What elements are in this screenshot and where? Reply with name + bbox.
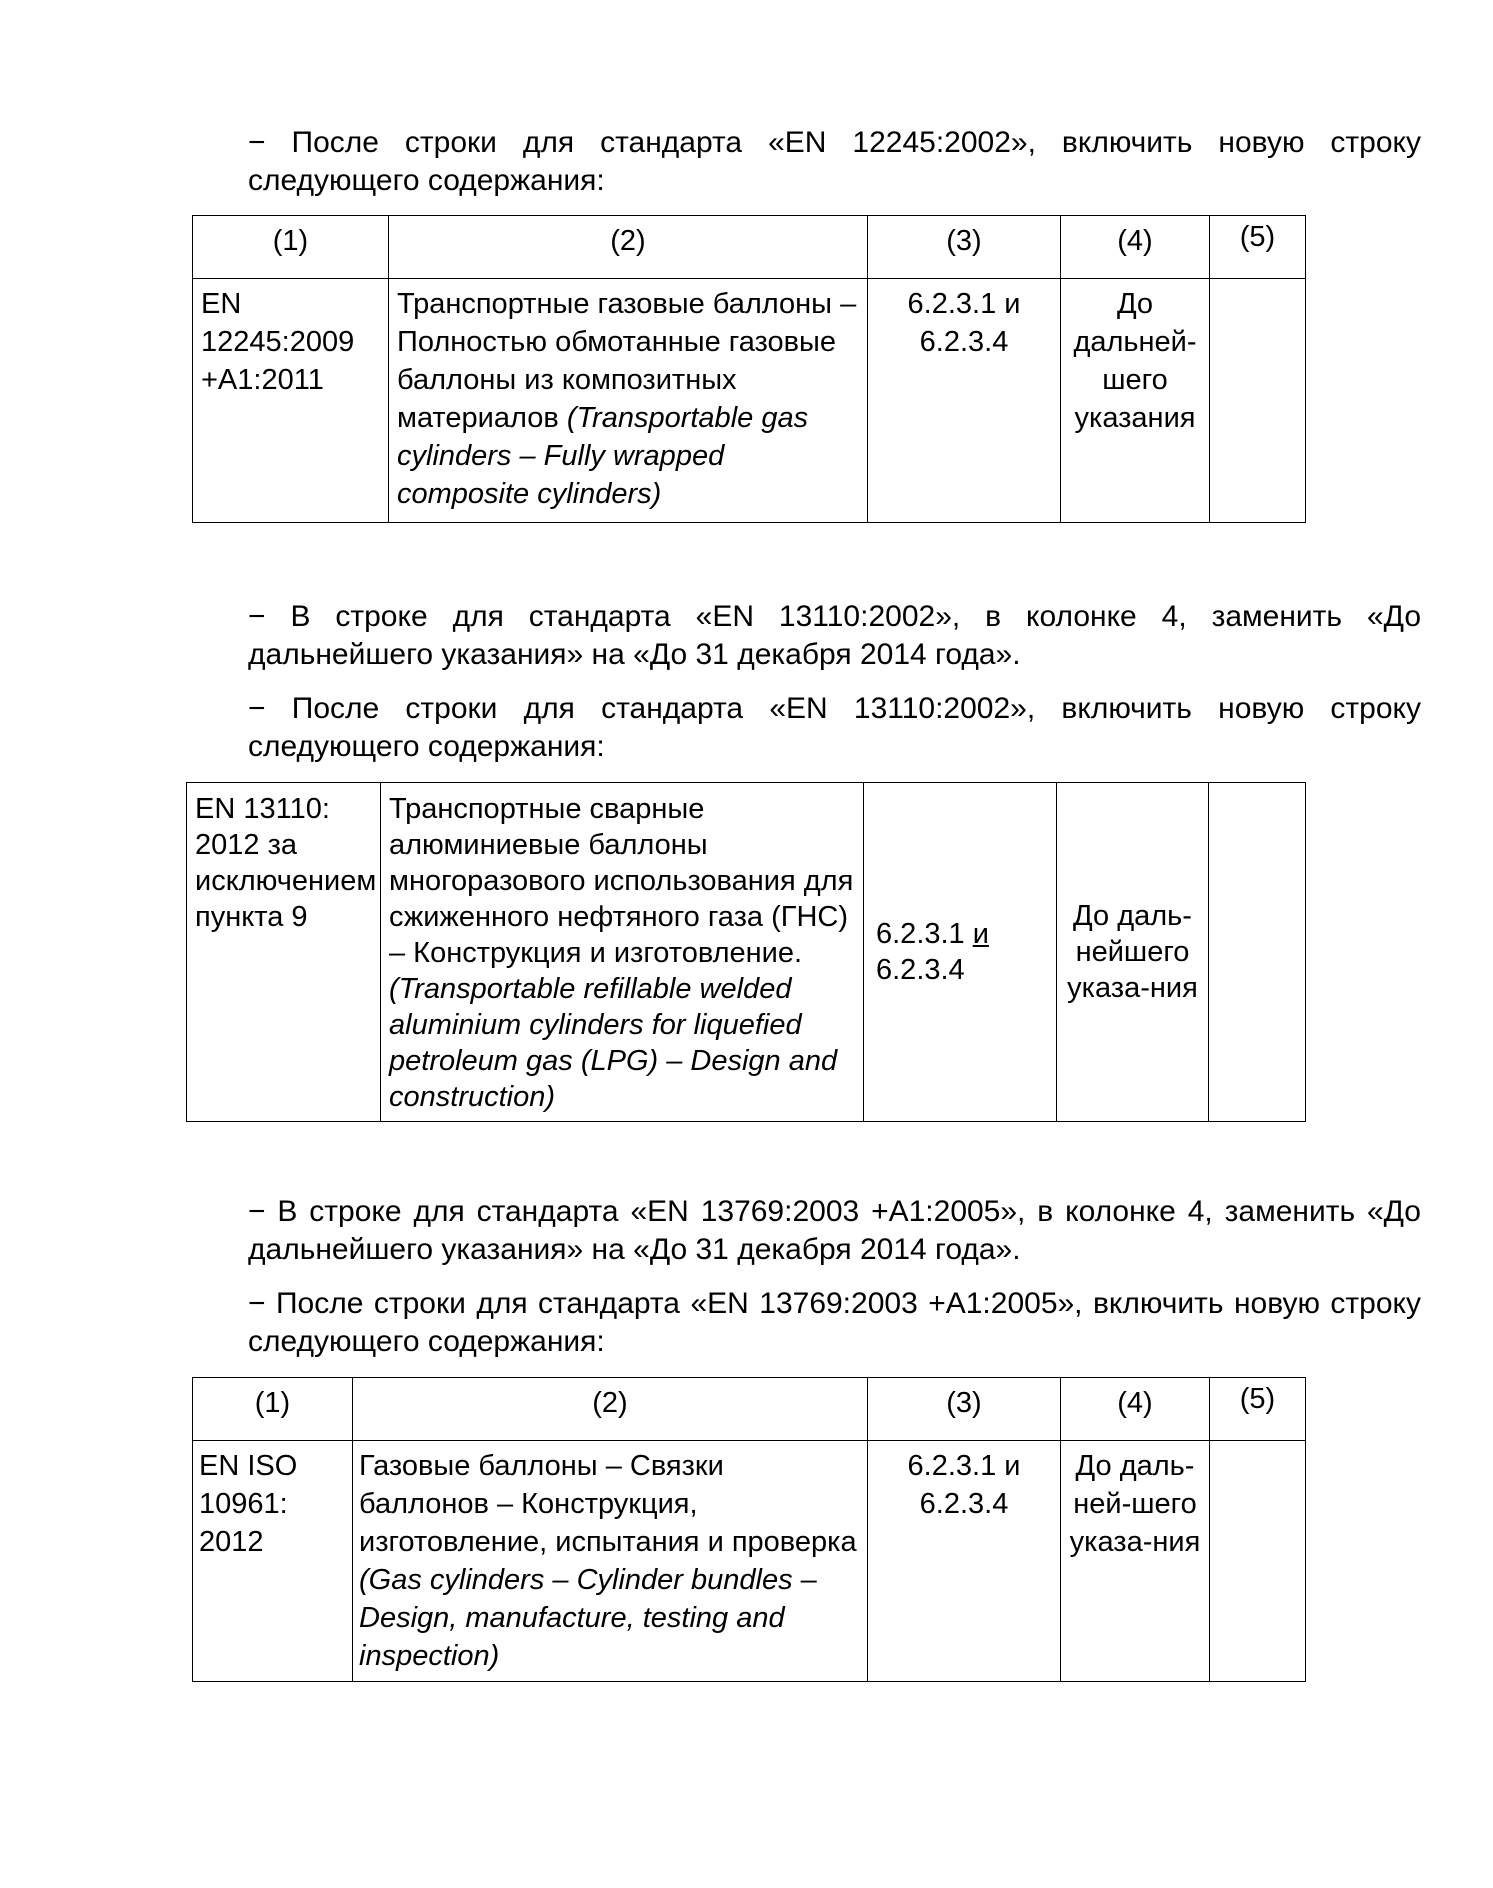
table-header-row — [193, 1378, 1306, 1441]
header-cell-5: (5) — [1210, 216, 1306, 279]
header-cell-4: (4) — [1061, 216, 1210, 279]
header-cell-1: (1) — [193, 216, 389, 279]
standard-reference: EN 13110: 2012 за исключением пункта 9 — [187, 783, 381, 1122]
instruction-paragraph-1: − После строки для стандарта «EN 12245:2002», включить новую строку следующего содержания: — [248, 126, 1421, 197]
standard-title — [389, 279, 868, 523]
standards-table-3 — [192, 1377, 1306, 1682]
subsection-conjunction: и — [972, 918, 989, 950]
transitional-cell — [1210, 279, 1306, 523]
applicability-period: До дальней-шего указания — [1061, 279, 1210, 523]
title-english: (Transportable refillable welded aluminium cylinders for liquefied petroleum gas (LPG) – Design and construction) — [389, 973, 838, 1113]
applicable-subsections: 6.2.3.1 и 6.2.3.4 — [868, 279, 1061, 523]
subsection-b: 6.2.3.4 — [876, 954, 965, 986]
table-row — [193, 1441, 1306, 1682]
instruction-paragraph-5: − После строки для стандарта «EN 13769:2003 +A1:2005», включить новую строку следующего содержания: — [248, 1287, 1421, 1358]
standard-reference: EN 12245:2009 +A1:2011 — [193, 279, 389, 523]
title-russian: Транспортные газовые баллоны – Полностью обмотанные газовые баллоны из композитных материалов — [397, 288, 857, 434]
title-russian: Транспортные сварные алюминиевые баллоны многоразового использования для сжиженного нефтяного газа (ГНС) – Конструкция и изготовление. — [389, 793, 854, 969]
title-english: (Gas cylinders – Cylinder bundles – Design, manufacture, testing and inspection) — [359, 1564, 817, 1672]
header-cell-1: (1) — [193, 1378, 353, 1441]
applicability-period: До даль-нейшего указа-ния — [1057, 783, 1209, 1122]
standards-table-1 — [192, 215, 1306, 523]
instruction-paragraph-3: − После строки для стандарта «EN 13110:2002», включить новую строку следующего содержания: — [248, 692, 1421, 763]
subsection-a: 6.2.3.1 — [876, 918, 973, 950]
table-row — [187, 783, 1306, 1122]
instruction-paragraph-2: − В строке для стандарта «EN 13110:2002», в колонке 4, заменить «До дальнейшего указания» на «До 31 декабря 2014 года». — [248, 600, 1421, 671]
instruction-paragraph-4: − В строке для стандарта «EN 13769:2003 +A1:2005», в колонке 4, заменить «До дальнейшего указания» на «До 31 декабря 2014 года». — [248, 1195, 1421, 1266]
header-cell-2: (2) — [389, 216, 868, 279]
applicable-subsections — [864, 783, 1057, 1122]
title-english: (Transportable gas cylinders – Fully wrapped composite cylinders) — [397, 402, 809, 510]
standard-title — [381, 783, 864, 1122]
header-cell-5: (5) — [1210, 1378, 1306, 1441]
header-cell-2: (2) — [353, 1378, 868, 1441]
table-row — [193, 279, 1306, 523]
standard-reference: EN ISO 10961: 2012 — [193, 1441, 353, 1682]
header-cell-3: (3) — [868, 216, 1061, 279]
title-russian: Газовые баллоны – Связки баллонов – Конструкция, изготовление, испытания и проверка — [359, 1450, 857, 1558]
applicable-subsections: 6.2.3.1 и 6.2.3.4 — [868, 1441, 1061, 1682]
standard-title — [353, 1441, 868, 1682]
applicability-period: До даль-ней-шего указа-ния — [1061, 1441, 1210, 1682]
header-cell-4: (4) — [1061, 1378, 1210, 1441]
table-header-row — [193, 216, 1306, 279]
transitional-cell — [1210, 1441, 1306, 1682]
transitional-cell — [1209, 783, 1306, 1122]
header-cell-3: (3) — [868, 1378, 1061, 1441]
standards-table-2 — [186, 782, 1306, 1122]
